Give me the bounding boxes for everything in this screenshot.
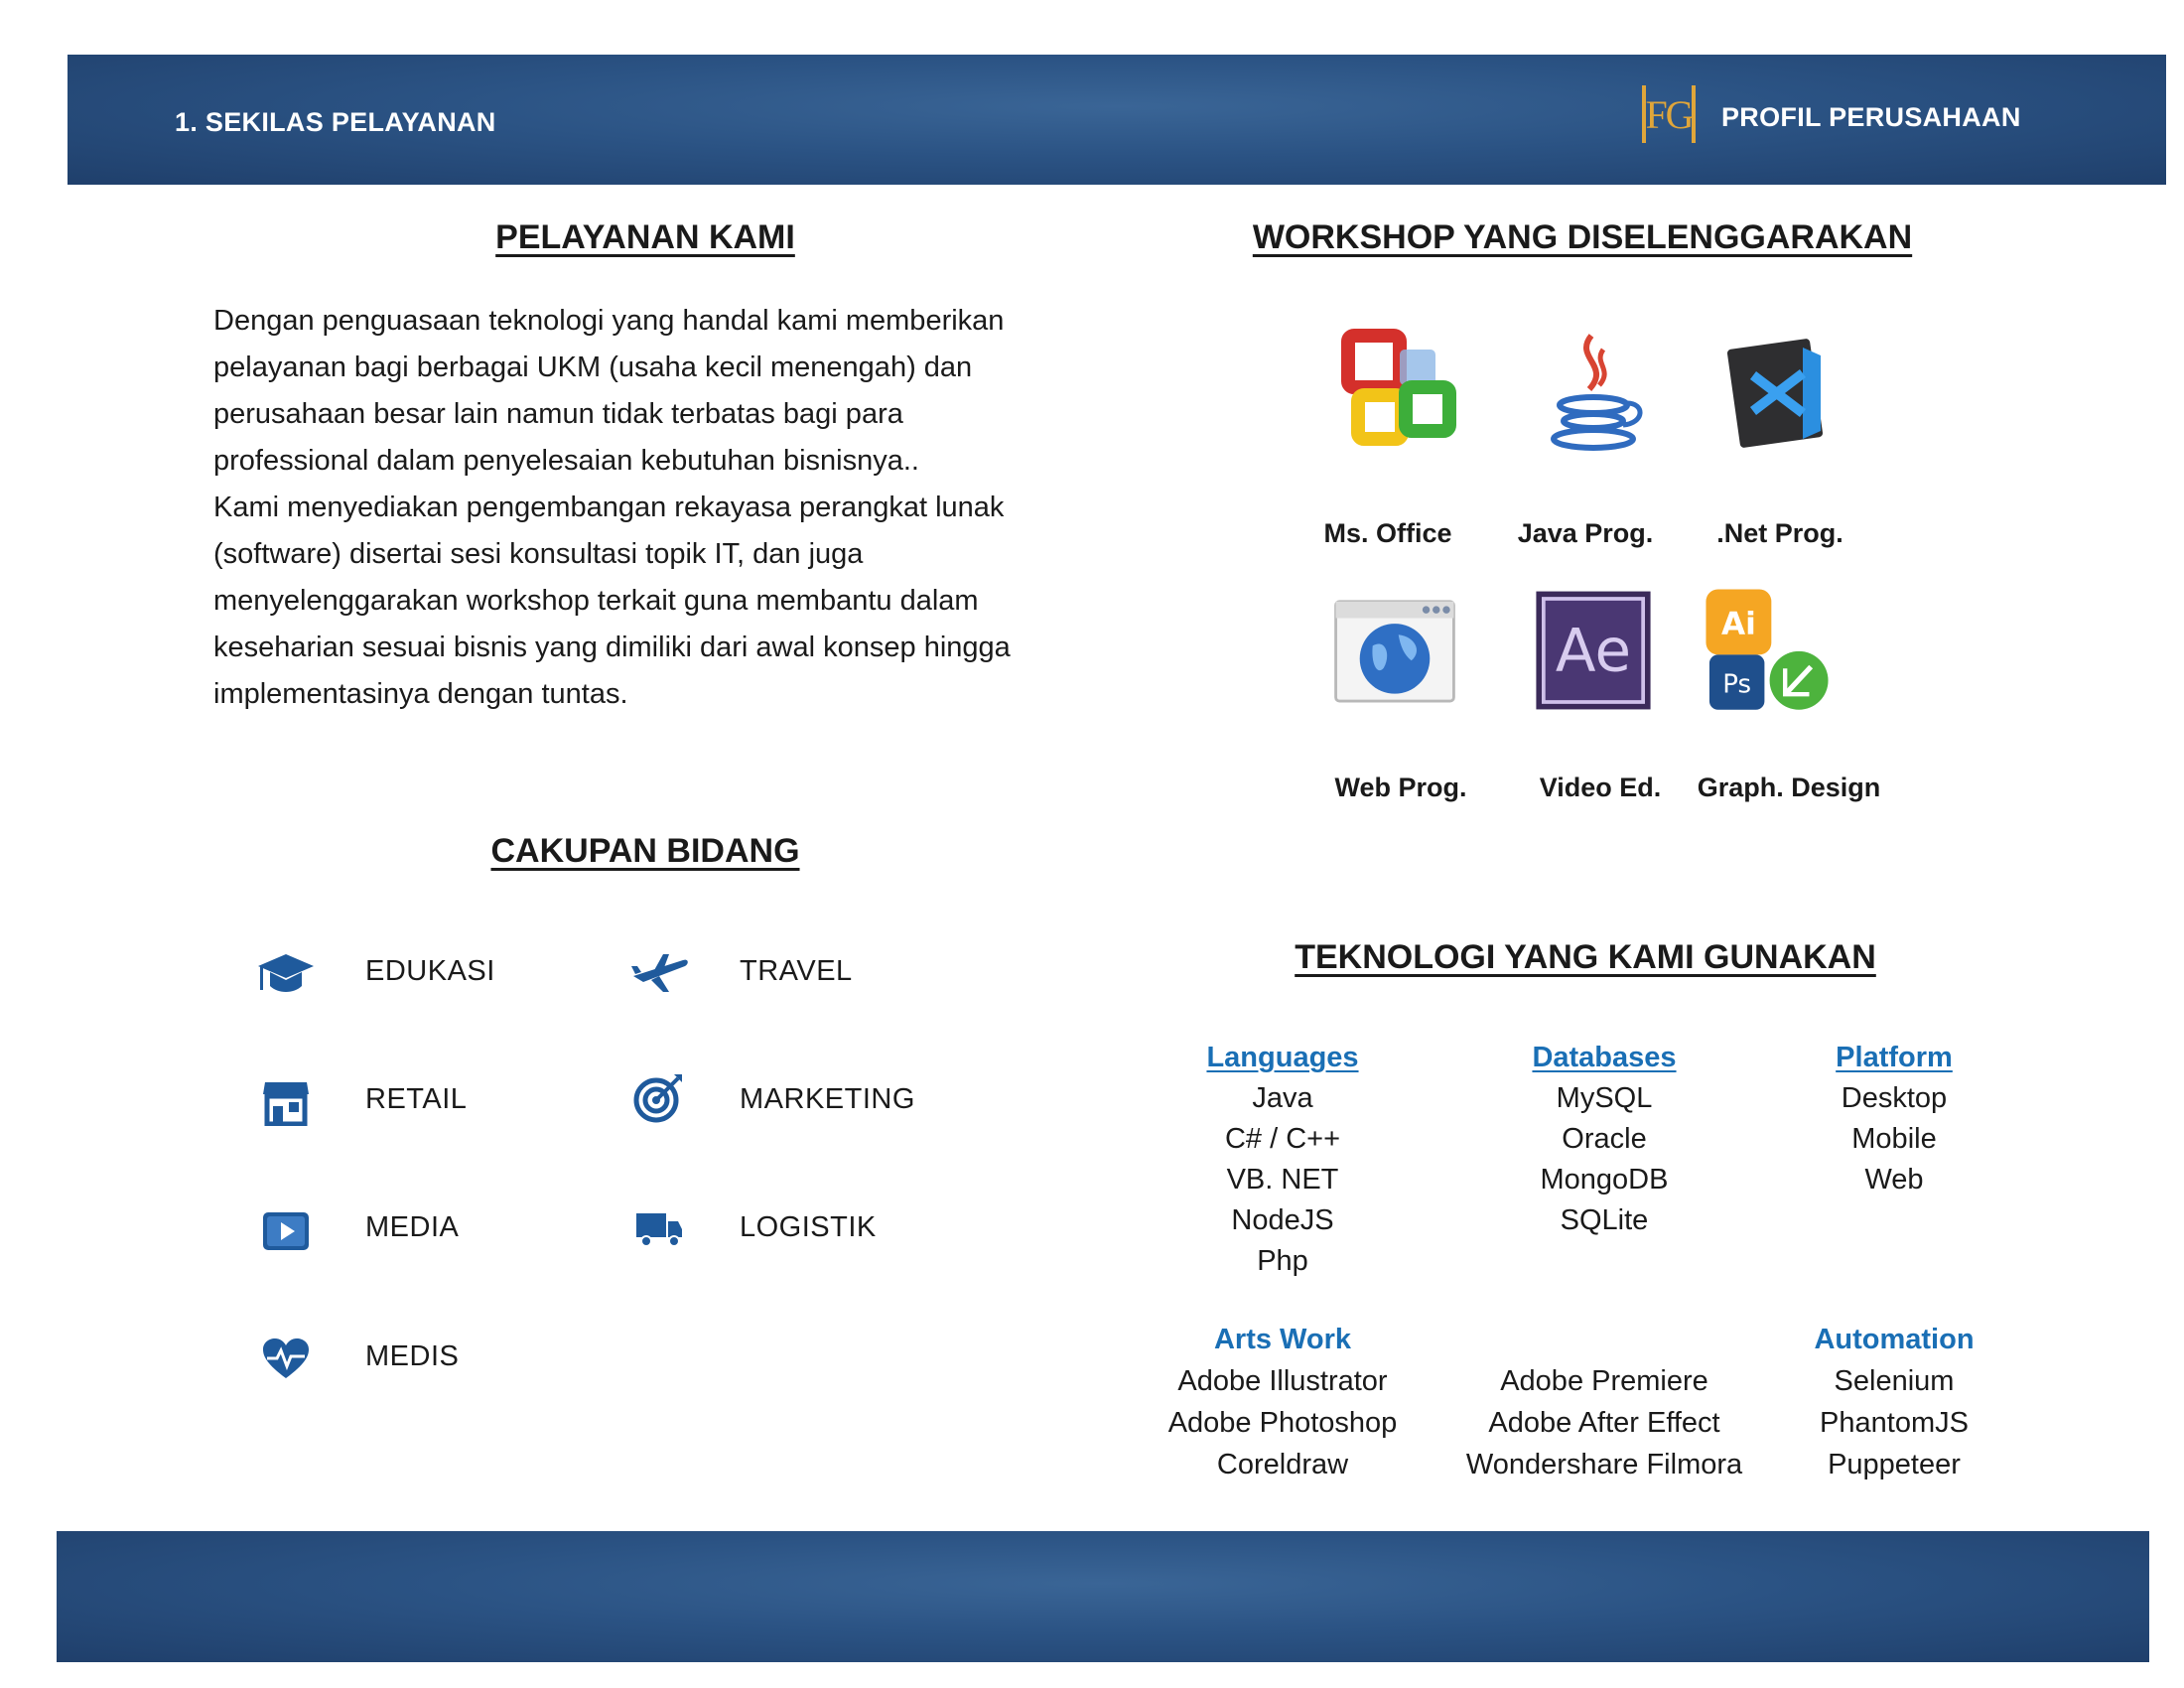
tech-arts-column [1168,1319,1398,1485]
tech-item: Adobe Photoshop [1167,1407,1398,1439]
tech-video-column [1466,1360,1742,1485]
field-label-marketing: MARKETING [740,1083,915,1115]
tech-item: PhantomJS [1820,1407,1969,1439]
svg-text:Ps: Ps [1722,669,1752,700]
tech-item: NodeJS [1231,1204,1334,1236]
tech-item: VB. NET [1226,1164,1339,1196]
tech-automation-heading: Automation [1814,1324,1975,1355]
tech-item: Wondershare Filmora [1465,1449,1743,1480]
tech-item: Java [1252,1082,1313,1114]
globe-window-icon [1330,586,1459,715]
company-profile-label: PROFIL PERUSAHAAN [1721,102,2021,132]
after-effects-icon [1529,586,1658,715]
video-play-icon [256,1206,316,1256]
visual-studio-icon [1712,328,1842,457]
tech-item: Desktop [1841,1082,1948,1114]
paragraph-line: (software) disertai sesi konsultasi topik IT, dan juga [213,538,864,570]
airplane-icon [629,948,689,998]
tech-item: C# / C++ [1224,1123,1341,1155]
svg-text:Ae: Ae [1555,617,1632,686]
tech-platform-column [1836,1038,1953,1200]
tech-databases-heading: Databases [1532,1042,1677,1073]
java-icon [1529,328,1658,457]
tech-item: Puppeteer [1828,1449,1961,1480]
tech-automation-column [1814,1319,1974,1485]
company-logo: FG [1642,85,1696,143]
tech-arts-heading: Arts Work [1213,1324,1352,1355]
truck-icon [629,1204,689,1254]
tech-item: Oracle [1562,1123,1647,1155]
field-label-travel: TRAVEL [740,955,853,987]
workshop-label-dotnet: .Net Prog. [1716,518,1843,548]
tech-item: Web [1864,1164,1924,1196]
tech-title: TEKNOLOGI YANG KAMI GUNAKAN [1295,938,1876,976]
ms-office-icon [1335,328,1464,457]
workshop-label-java: Java Prog. [1517,518,1654,548]
paragraph-line: keseharian sesuai bisnis yang dimiliki dari awal konsep hingga [213,632,1011,663]
field-label-logistik: LOGISTIK [740,1211,877,1243]
heart-pulse-icon [256,1334,316,1383]
tech-item: Adobe Illustrator [1177,1365,1388,1397]
store-icon [256,1077,316,1127]
paragraph-line: pelayanan bagi berbagai UKM (usaha kecil menengah) dan [213,352,973,383]
tech-item: SQLite [1560,1204,1649,1236]
field-label-medis: MEDIS [365,1340,460,1372]
tech-item: Php [1257,1245,1308,1277]
services-title: PELAYANAN KAMI [495,218,795,256]
fields-title: CAKUPAN BIDANG [490,832,800,870]
field-label-retail: RETAIL [365,1083,468,1115]
paragraph-line: perusahaan besar lain namun tidak terbatas bagi para [213,398,903,430]
tech-languages-heading: Languages [1206,1042,1359,1073]
target-icon [629,1072,689,1122]
tech-platform-heading: Platform [1836,1042,1953,1073]
footer-band [57,1531,2149,1662]
workshop-label-graphic: Graph. Design [1697,773,1881,802]
tech-item: MongoDB [1540,1164,1669,1196]
tech-databases-column [1532,1038,1676,1241]
tech-languages-column [1206,1038,1358,1282]
workshop-label-video: Video Ed. [1539,773,1662,802]
graduation-cap-icon [256,948,316,998]
tech-item: MySQL [1556,1082,1653,1114]
field-label-media: MEDIA [365,1211,460,1243]
svg-text:Ai: Ai [1720,606,1756,642]
tech-item: Coreldraw [1216,1449,1349,1480]
tech-item: Mobile [1851,1123,1937,1155]
tech-item: Selenium [1834,1365,1955,1397]
tech-item: Adobe After Effect [1488,1407,1720,1439]
field-label-edukasi: EDUKASI [365,955,495,987]
adobe-design-icon [1703,586,1832,715]
paragraph-line: professional dalam penyelesaian kebutuhan bisnisnya.. [213,445,919,477]
services-paragraph [213,298,1067,718]
workshop-label-ms-office: Ms. Office [1323,518,1452,548]
paragraph-line: implementasinya dengan tuntas. [213,678,628,710]
section-label: 1. SEKILAS PELAYANAN [175,107,496,137]
workshop-label-web: Web Prog. [1334,773,1467,802]
tech-item: Adobe Premiere [1500,1365,1708,1397]
paragraph-line: Dengan penguasaan teknologi yang handal kami memberikan [213,305,1005,337]
paragraph-line: Kami menyediakan pengembangan rekayasa perangkat lunak [213,492,1005,523]
workshop-title: WORKSHOP YANG DISELENGGARAKAN [1252,218,1913,256]
paragraph-line: menyelenggarakan workshop terkait guna membantu dalam [213,585,979,617]
